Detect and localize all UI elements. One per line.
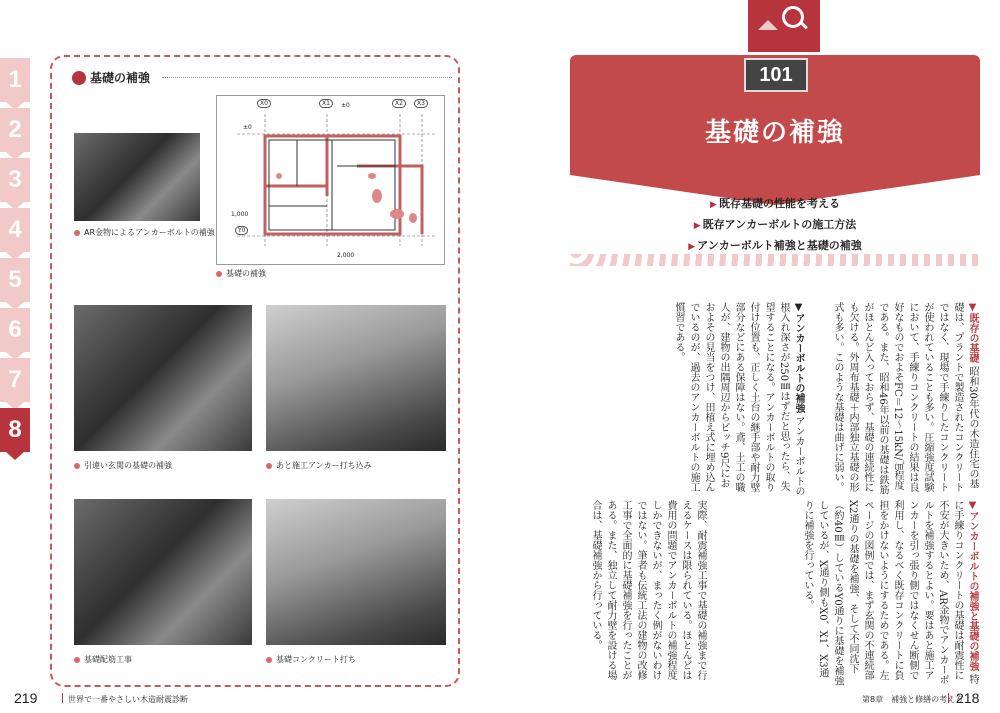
heading-anchor-and-foundation: ▼アンカーボルトの補強と基礎の補強: [967, 500, 978, 671]
house-icon: [758, 20, 778, 30]
body-column-4: [574, 500, 708, 686]
dim-bottom: 2,000: [337, 252, 355, 259]
axis-y0: Y0: [235, 226, 248, 235]
caption-photo4: 基礎配筋工事: [74, 654, 132, 665]
caption-photo2: 引違い玄関の基礎の補強: [74, 460, 172, 471]
article-number: 101: [744, 58, 808, 92]
body-column-3: [712, 500, 980, 686]
chapter-footer: 第8章 補強と修繕の考え方: [862, 695, 964, 704]
dim-top-zero: ±0: [341, 102, 350, 109]
chapter-tab-3[interactable]: 3: [0, 158, 30, 202]
key-points: [570, 194, 980, 257]
dim-left: 1,000: [231, 211, 249, 218]
chapter-tab-1[interactable]: 1: [0, 58, 30, 102]
bullet-icon: [74, 230, 80, 236]
text-conclusion: 実際、耐震補強工事で基礎の補強まで行えるケースは限られている。ほとんどは費用の問題でアンカーボルトの補強程度しかできないが、まったく例がないわけではない。筆者も伝統工法の建物の改修工事で全面的に基礎補強を行ったことがある。また、独立して耐力壁を設ける場合は、基礎補強から行っている。: [590, 500, 706, 680]
bullet-icon: [216, 271, 222, 277]
chapter-tab-6[interactable]: 6: [0, 308, 30, 352]
axis-x3: X3: [414, 99, 428, 108]
page-number-right: 218: [956, 690, 980, 706]
dim-left-zero: ±0: [243, 124, 252, 131]
chapter-tab-4[interactable]: 4: [0, 208, 30, 252]
chapter-tab-7[interactable]: 7: [0, 358, 30, 402]
plan-drawing: [217, 96, 444, 264]
chapter-tabs: [0, 58, 34, 458]
page-number-left: 219: [14, 690, 38, 706]
caption-photo5: 基礎コンクリート打ち: [266, 654, 356, 665]
bullet-icon: [74, 657, 80, 663]
bullet-icon: [74, 463, 80, 469]
footer-divider: [62, 693, 63, 703]
text-existing-foundation: 昭和30年代の木造住宅の基礎は、プラントで製造されたコンクリートではなく、現場で手練りしたコンクリートが使われていることも多い。圧縮強度試験において、手練りコンクリートの結果は良好なものでおよそFC＝12～15kN/㎠程度である。また、昭和46年以前の基礎は鉄筋がほとんど入っておらず、基礎の連続性にも欠ける。外周布基礎＋内部独立基礎の形式も多い。このような基礎は曲げに弱い。: [832, 302, 978, 495]
caption-photo3: あと施工アンカー打ち込み: [266, 460, 372, 471]
bullet-icon: [266, 463, 272, 469]
chapter-tab-5[interactable]: 5: [0, 258, 30, 302]
key-point-2: ▶ 既存アンカーボルトの施工方法: [570, 215, 980, 236]
key-point-3: ▶ アンカーボルト補強と基礎の補強: [570, 236, 980, 257]
foundation-plan: [216, 95, 445, 265]
photo-concrete-pour: [266, 499, 446, 645]
axis-x1: X1: [319, 99, 333, 108]
axis-x2: X2: [392, 99, 406, 108]
page-title: 基礎の補強: [704, 118, 845, 148]
photo-rebar: [74, 499, 252, 645]
caption-photo1: AR金物によるアンカーボルトの補強: [74, 227, 215, 238]
body-column-2: [574, 302, 806, 498]
chapter-tab-8[interactable]: 8: [0, 408, 30, 452]
text-anchor-and-foundation: 特に手練りコンクリートの基礎は耐震性に不安が大きいため、AR金物でアンカーボルトを補強するとよい。要はあと施工アンカーを引っ張り側ではなくせん断側で利用し、なるべく既存コンクリートに負担をかけないようにするためである。左ページの図例では、まず玄関の不連続部X2通りの基礎を補強、そして不同沈下（約40㎜）しているY0通りに基礎を補強しているが、X通り側もX0、X1、X3通りに補強を行っている。: [802, 500, 978, 686]
axis-x0: X0: [257, 99, 271, 108]
heading-existing-foundation: ▼既存の基礎: [967, 302, 978, 363]
caption-plan: 基礎の補強: [216, 268, 266, 279]
text-anchor-reinforcement: アンカーボルトの根入れ深さが250㎜はずだと思ったら、失望することになる。アンカーボルトの取り付け位置も、正しく土台の継手部や耐力壁部分などにある保障はない。鳶、土工の職人が、建物の出隅周辺からピッチ9尺におおよその見当をつけ、田植え式に埋め込んでいるのが、過去のアンカーボルトの施工慣習である。: [673, 302, 804, 497]
search-icon: [782, 6, 804, 28]
section-title: 基礎の補強: [90, 71, 151, 85]
chapter-tab-2[interactable]: 2: [0, 108, 30, 152]
wave-divider: [570, 254, 980, 266]
heading-anchor-reinforcement: ▼アンカーボルトの補強: [793, 302, 804, 413]
photo-post-anchor: [266, 305, 446, 451]
heading-rule: [162, 77, 452, 78]
book-title: 世界で一番やさしい木造耐震診断: [68, 695, 188, 704]
pen-icon: [72, 71, 86, 85]
body-column-1: [812, 302, 980, 498]
figure-frame: [50, 55, 460, 687]
footer-divider-right: [948, 693, 949, 703]
bullet-icon: [266, 657, 272, 663]
key-point-1: ▶ 既存基礎の性能を考える: [570, 194, 980, 215]
photo-ar-anchor: [74, 133, 200, 221]
section-heading: [72, 69, 150, 86]
photo-entrance-foundation: [74, 305, 252, 451]
